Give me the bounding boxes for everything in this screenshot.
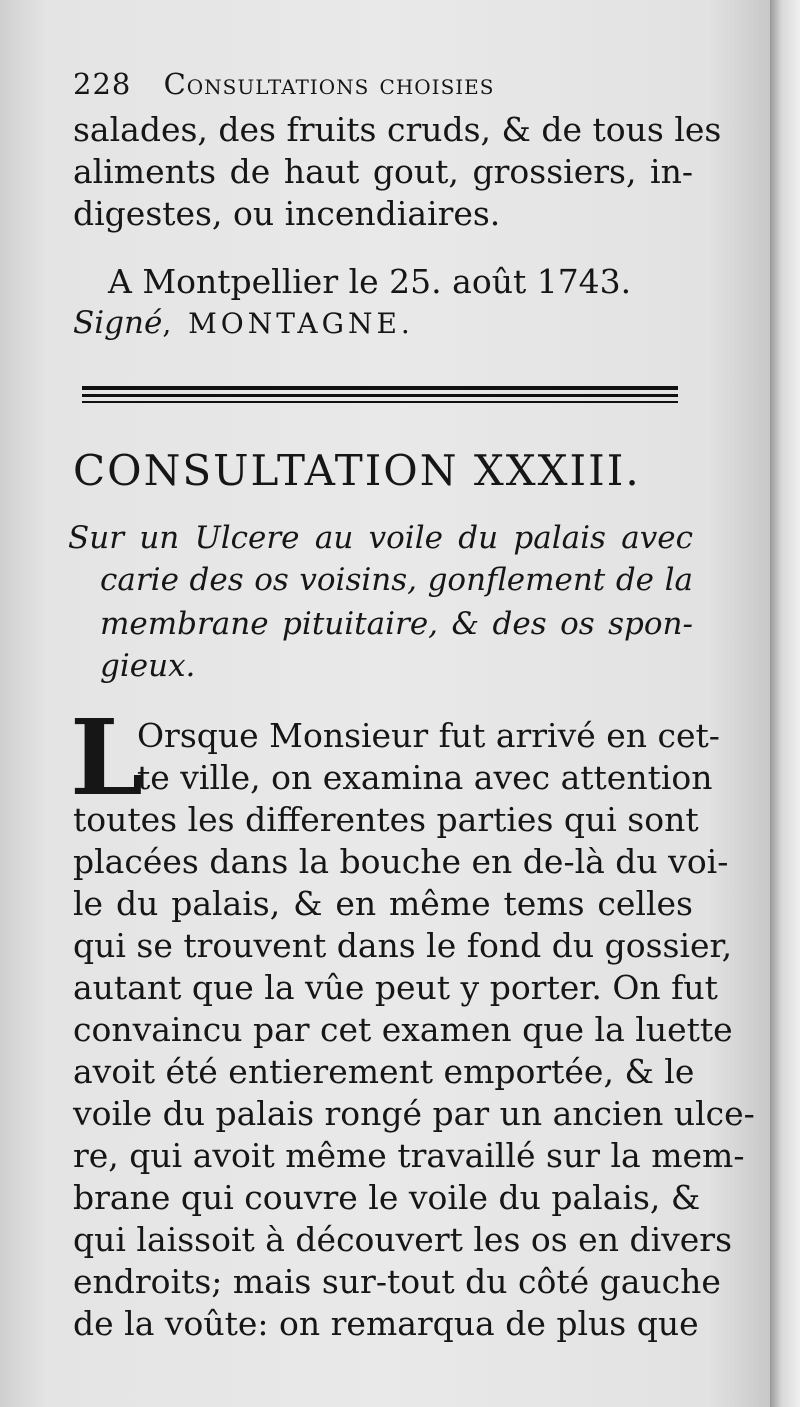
text-line: aliments de haut gout, grossiers, in- xyxy=(73,152,693,191)
body-line: voile du palais rongé par un ancien ulce- xyxy=(73,1094,755,1133)
body-line: qui se trouvent dans le fond du gossier, xyxy=(73,926,733,965)
running-title: Consultations choisies xyxy=(163,67,495,101)
drop-cap: L xyxy=(70,696,144,819)
body-line: Orsque Monsieur fut arrivé en cet- xyxy=(137,716,720,755)
page-edge xyxy=(770,0,800,1407)
body-line: toutes les differentes parties qui sont xyxy=(73,800,699,839)
body-line: le du palais, & en même tems celles xyxy=(73,884,693,923)
body-line: qui laissoit à découvert les os en divers xyxy=(73,1220,733,1259)
section-rule xyxy=(82,394,678,397)
signature-line xyxy=(73,302,693,344)
section-rule xyxy=(82,401,678,403)
signature-label: Signé xyxy=(73,305,163,341)
dateline: A Montpellier le 25. août 1743. xyxy=(108,262,632,301)
body-line: autant que la vûe peut y porter. On fut xyxy=(73,968,718,1007)
subtitle-line: carie des os voisins, gonflement de la xyxy=(100,562,693,598)
subtitle-line: membrane pituitaire, & des os spon- xyxy=(100,606,693,642)
text-line: salades, des fruits cruds, & de tous les xyxy=(73,110,722,149)
running-header xyxy=(73,64,693,104)
body-line: de la voûte: on remarqua de plus que xyxy=(73,1304,699,1343)
body-line: brane qui couvre le voile du palais, & xyxy=(73,1178,701,1217)
body-line: re, qui avoit même travaillé sur la mem- xyxy=(73,1136,745,1175)
body-line: avoit été entierement emportée, & le xyxy=(73,1052,695,1091)
consultation-title: CONSULTATION XXXIII. xyxy=(73,446,641,495)
body-line: te ville, on examina avec attention xyxy=(137,758,713,797)
subtitle-line: gieux. xyxy=(100,648,196,684)
signature-name: , MONTAGNE. xyxy=(162,307,414,340)
body-line: convaincu par cet examen que la luette xyxy=(73,1010,733,1049)
body-line: endroits; mais sur-tout du côté gauche xyxy=(73,1262,721,1301)
subtitle-line: Sur un Ulcere au voile du palais avec xyxy=(68,520,693,556)
text-line: digestes, ou incendiaires. xyxy=(73,194,501,233)
page-number: 228 xyxy=(73,67,132,101)
section-rule xyxy=(82,386,678,390)
body-line: placées dans la bouche en de-là du voi- xyxy=(73,842,729,881)
